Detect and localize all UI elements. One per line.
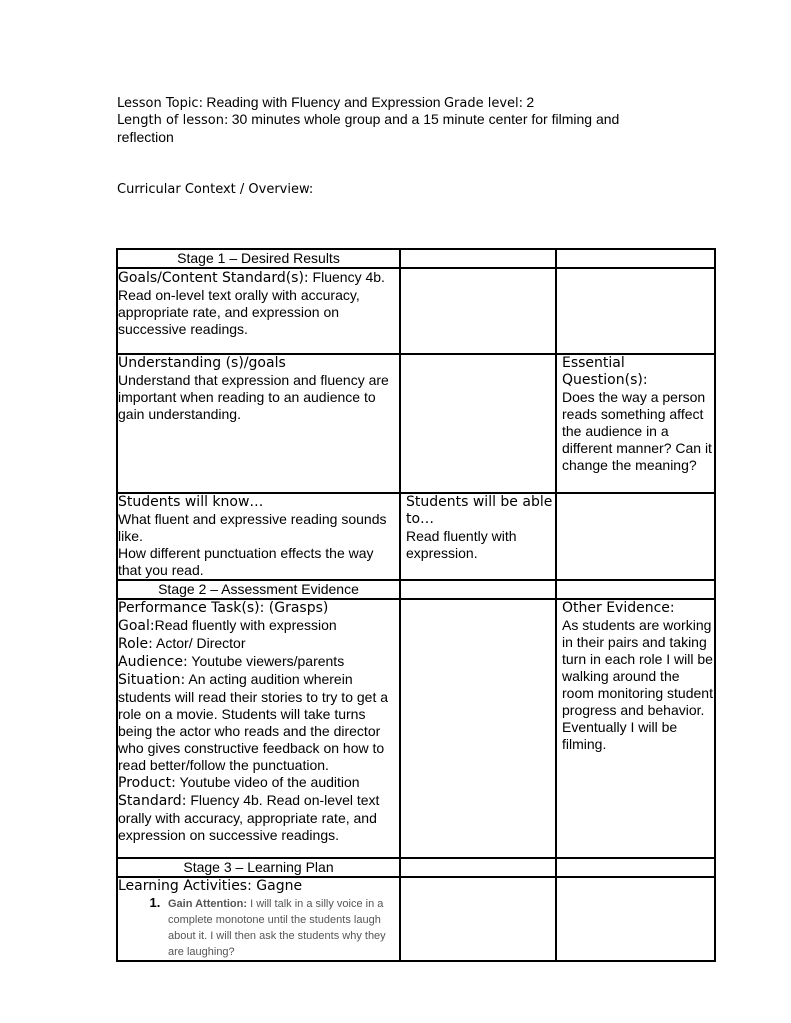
understanding-text: Understand that expression and fluency are important when reading to an audience to gain understanding. xyxy=(118,372,389,422)
situation-label: Situation: xyxy=(118,672,186,688)
gain-attention-text: I will talk in a silly voice in a complete monotone until the students laugh about it. I will then ask the students why they are laughing? xyxy=(168,898,386,958)
lesson-topic-label: Lesson Topic: xyxy=(117,96,203,111)
lesson-length-line xyxy=(117,111,677,146)
goals-row xyxy=(117,268,715,354)
performance-task-label: Performance Task(s): (Grasps) xyxy=(118,600,329,616)
students-know-label: Students will know… xyxy=(118,494,264,510)
other-evidence-cell xyxy=(556,599,715,858)
list-item xyxy=(164,895,399,960)
situation-text: An acting audition wherein students will read their stories to try to get a role on a movie. Students will take turns being the actor who reads and the director who gives constructive feedback on how to read better/follow the punctuation. xyxy=(118,671,389,773)
standard-text: Fluency 4b. Read on-level text orally with accuracy, appropriate rate, and expression on successive readings. xyxy=(118,792,380,843)
understanding-cell xyxy=(117,354,400,493)
understanding-label: Understanding (s)/goals xyxy=(118,355,286,371)
lesson-plan-table xyxy=(116,248,716,962)
role-label: Role: xyxy=(118,636,153,652)
grade-level-value: 2 xyxy=(526,94,535,110)
performance-row xyxy=(117,599,715,858)
standard-label: Standard: xyxy=(118,793,187,809)
stage3-header-row xyxy=(117,858,715,877)
goals-cell xyxy=(117,268,400,354)
learning-activities-row xyxy=(117,877,715,961)
learning-activities-label: Learning Activities: Gagne xyxy=(118,878,303,894)
other-evidence-text: As students are working in their pairs and taking turn in each role I will be walking around the room monitoring student progress and behavior. Eventually I will be filming. xyxy=(562,617,713,752)
grade-level-label: Grade level: xyxy=(443,96,524,111)
lesson-topic-value: Reading with Fluency and Expression xyxy=(206,94,441,110)
goal-label: Goal: xyxy=(118,618,155,634)
students-know-cell xyxy=(117,493,400,580)
stage3-title: Stage 3 – Learning Plan xyxy=(117,858,400,877)
other-evidence-label: Other Evidence: xyxy=(562,600,675,616)
students-able-label: Students will be able to… xyxy=(406,494,553,527)
gagne-list xyxy=(118,895,399,960)
product-label: Product: xyxy=(118,775,176,791)
know-row xyxy=(117,493,715,580)
essential-question-label: Essential Question(s): xyxy=(562,355,648,388)
curricular-context-label: Curricular Context / Overview: xyxy=(117,182,314,197)
essential-question-cell xyxy=(556,354,715,493)
students-able-text: Read fluently with expression. xyxy=(406,528,517,561)
stage2-header-row xyxy=(117,580,715,599)
lesson-length-value: 30 minutes whole group and a 15 minute center for filming and reflection xyxy=(117,111,620,145)
lesson-topic-line xyxy=(117,94,677,112)
role-text: Actor/ Director xyxy=(156,635,246,651)
students-know-text-2: How different punctuation effects the way that you read. xyxy=(118,545,374,578)
goals-text: Fluency 4b. Read on-level text orally with accuracy, appropriate rate, and expression on successive readings. xyxy=(118,269,385,337)
goals-label: Goals/Content Standard(s): xyxy=(118,270,309,286)
audience-text: Youtube viewers/parents xyxy=(191,653,345,669)
stage2-title: Stage 2 – Assessment Evidence xyxy=(117,580,400,599)
learning-activities-cell xyxy=(117,877,400,961)
performance-task-cell xyxy=(117,599,400,858)
gain-attention-label: Gain Attention: xyxy=(168,898,248,910)
goal-text: Read fluently with expression xyxy=(154,617,337,633)
students-know-text-1: What fluent and expressive reading sounds like. xyxy=(118,511,387,544)
stage1-title: Stage 1 – Desired Results xyxy=(117,249,400,268)
product-text: Youtube video of the audition xyxy=(179,774,360,790)
lesson-length-label: Length of lesson: xyxy=(117,113,229,128)
understanding-row xyxy=(117,354,715,493)
stage1-header-row xyxy=(117,249,715,268)
audience-label: Audience: xyxy=(118,654,188,670)
students-able-cell xyxy=(400,493,556,580)
essential-question-text: Does the way a person reads something affect the audience in a different manner? Can it change the meaning? xyxy=(562,389,712,473)
curricular-context-heading xyxy=(117,180,677,198)
